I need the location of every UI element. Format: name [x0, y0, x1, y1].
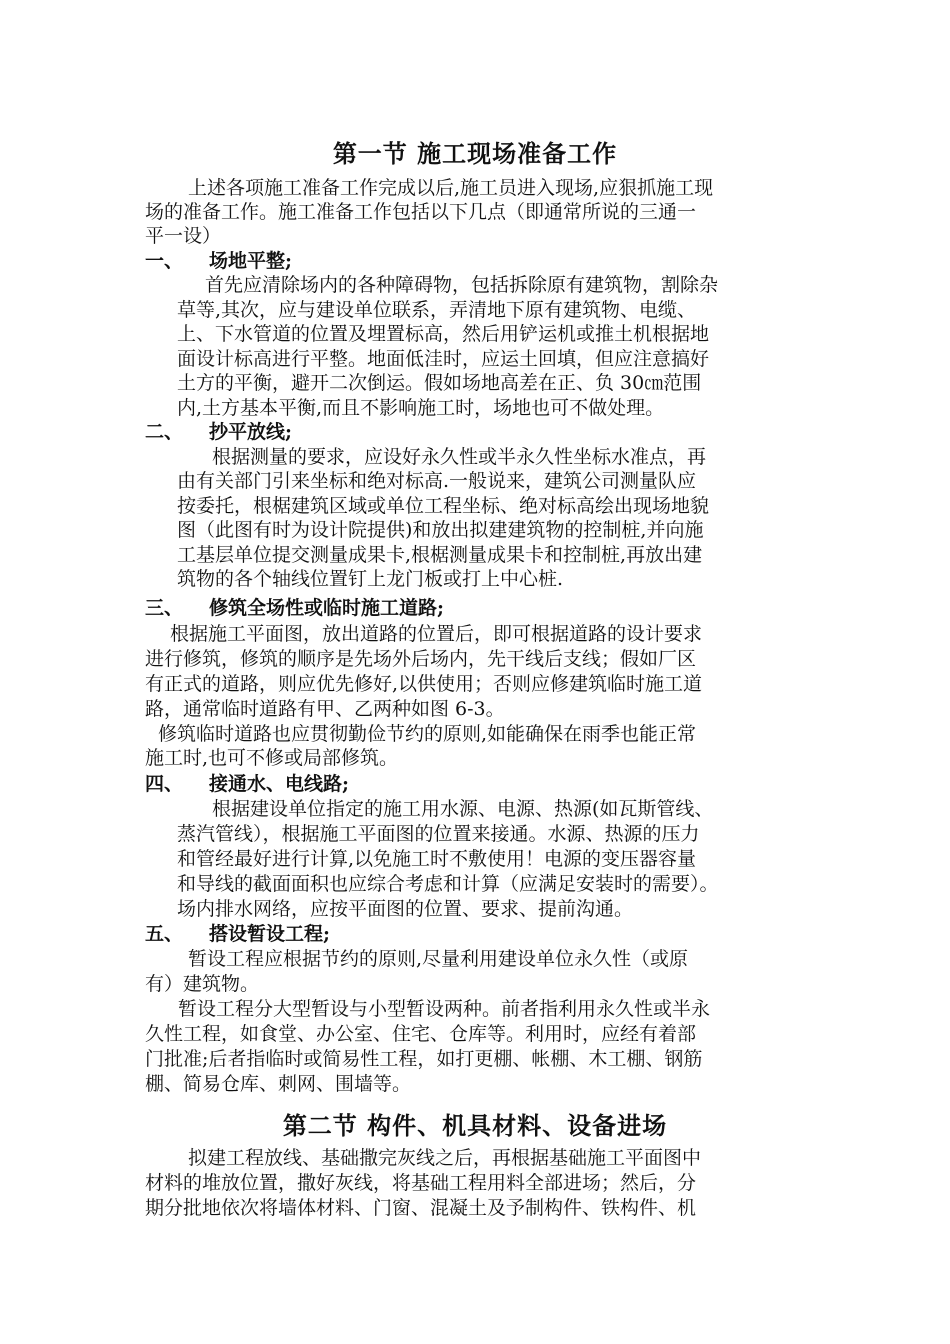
- item-number: 一、: [145, 250, 184, 272]
- item-1-heading: [145, 249, 292, 273]
- item-4-line: 场内排水网络，应按平面图的位置、要求、提前沟通。: [177, 898, 634, 920]
- item-4-line: 和管经最好进行计算,以免施工时不敷使用！电源的变压器容量: [177, 848, 697, 870]
- item-3-line: 路，通常临时道路有甲、乙两种如图 6-3。: [145, 698, 505, 720]
- item-1-line: 首先应清除场内的各种障碍物，包括拆除原有建筑物，割除杂: [205, 274, 719, 296]
- item-2-line: 工基层单位提交测量成果卡,根椐测量成果卡和控制桩,再放出建: [177, 544, 703, 566]
- item-number: 二、: [145, 421, 184, 443]
- item-5-line: 久性工程，如食堂、办公室、住宅、仓库等。利用时，应经有着部: [145, 1023, 697, 1045]
- item-2-line: 图（此图有时为设计院提供)和放出拟建建筑物的控制桩,并向施: [177, 519, 704, 541]
- item-heading-text: 搭设暂设工程;: [209, 923, 331, 945]
- item-2-heading: [145, 420, 292, 444]
- item-1-line: 草等,其次，应与建设单位联系，弄清地下原有建筑物、电缆、: [177, 299, 697, 321]
- item-2-line: 按委托，根椐建筑区域或单位工程坐标、绝对标高绘出现场地貌: [177, 495, 710, 517]
- item-5-line: 棚、简易仓库、刺网、围墙等。: [145, 1073, 412, 1095]
- item-2-line: 由有关部门引来坐标和绝对标高.一般说来，建筑公司测量队应: [177, 470, 697, 492]
- intro-line: 场的准备工作。施工准备工作包括以下几点（即通常所说的三通一: [145, 201, 697, 223]
- item-3-line: 进行修筑，修筑的顺序是先场外后场内，先干线后支线；假如厂区: [145, 648, 697, 670]
- item-number: 三、: [145, 597, 184, 619]
- item-5-line: 门批准;后者指临时或简易性工程，如打更棚、帐棚、木工棚、钢筋: [145, 1048, 703, 1070]
- item-5-line: 暂设工程应根据节约的原则,尽量利用建设单位永久性（或原: [188, 948, 689, 970]
- item-5-line: 有）建筑物。: [145, 973, 260, 995]
- item-3-heading: [145, 596, 444, 620]
- intro-line: 平一设）: [145, 225, 222, 247]
- section-2-line: 材料的堆放位置，撒好灰线，将基础工程用料全部进场；然后，分: [145, 1172, 697, 1194]
- item-heading-text: 场地平整;: [209, 250, 293, 272]
- item-1-line: 土方的平衡，避开二次倒运。假如场地高差在正、负 30㎝范围: [177, 372, 702, 394]
- item-3-line: 施工时,也可不修或局部修筑。: [145, 747, 399, 769]
- item-3-line: 有正式的道路，则应优先修好,以供使用；否则应修建筑临时施工道: [145, 673, 703, 695]
- item-3-line: 根据施工平面图，放出道路的位置后，即可根据道路的设计要求: [170, 623, 703, 645]
- item-3-line: 修筑临时道路也应贯彻勤俭节约的原则,如能确保在雨季也能正常: [158, 723, 697, 745]
- section-1-title: 第一节 施工现场准备工作: [332, 139, 618, 168]
- item-heading-text: 修筑全场性或临时施工道路;: [209, 597, 445, 619]
- intro-line: 上述各项施工准备工作完成以后,施工员进入现场,应狠抓施工现: [188, 177, 714, 199]
- section-2-title: 第二节 构件、机具材料、设备进场: [282, 1111, 668, 1140]
- item-4-line: 蒸汽管线），根据施工平面图的位置来接通。水源、热源的压力: [177, 823, 700, 845]
- item-1-line: 上、下水管道的位置及埋置标高，然后用铲运机或推土机根据地: [177, 323, 710, 345]
- item-1-line: 内,土方基本平衡,而且不影响施工时，场地也可不做处理。: [177, 397, 665, 419]
- item-2-line: 筑物的各个轴线位置钉上龙门板或打上中心桩.: [177, 568, 564, 590]
- item-number: 四、: [145, 773, 184, 795]
- section-2-line: 拟建工程放线、基础撒完灰线之后，再根据基础施工平面图中: [188, 1147, 702, 1169]
- item-4-heading: [145, 772, 349, 796]
- item-5-heading: [145, 922, 330, 946]
- item-heading-text: 接通水、电线路;: [209, 773, 350, 795]
- item-4-line: 和导线的截面面积也应综合考虑和计算（应满足安装时的需要）。: [177, 873, 719, 895]
- item-heading-text: 抄平放线;: [209, 421, 293, 443]
- item-4-line: 根据建设单位指定的施工用水源、电源、热源(如瓦斯管线、: [212, 798, 714, 820]
- section-2-line: 期分批地依次将墙体材料、门窗、混凝土及予制构件、铁构件、机: [145, 1197, 697, 1219]
- item-number: 五、: [145, 923, 184, 945]
- item-2-line: 根据测量的要求，应设好永久性或半永久性坐标水准点，再: [212, 446, 707, 468]
- item-1-line: 面设计标高进行平整。地面低洼时，应运土回填，但应注意搞好: [177, 348, 710, 370]
- item-5-line: 暂设工程分大型暂设与小型暂设两种。前者指利用永久性或半永: [178, 998, 711, 1020]
